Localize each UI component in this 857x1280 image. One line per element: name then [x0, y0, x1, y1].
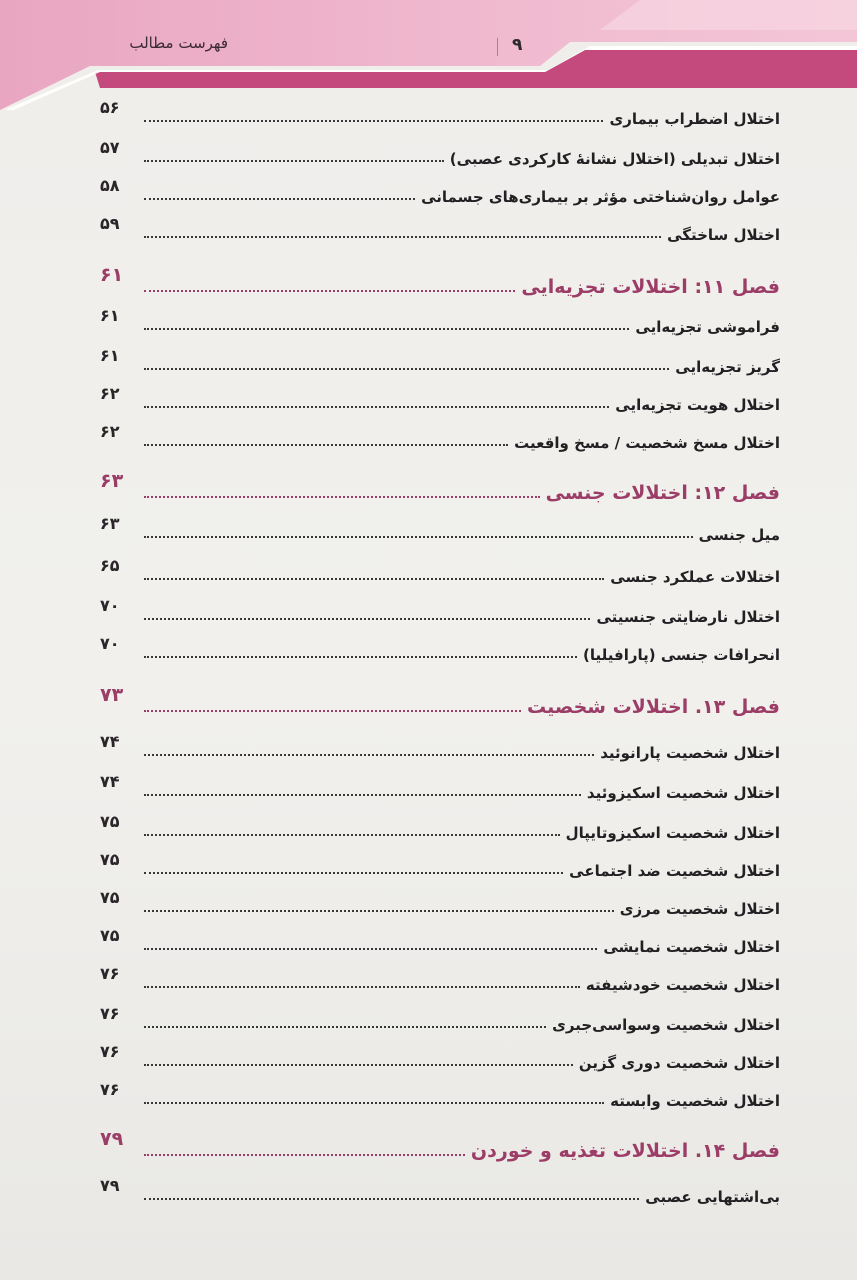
dot-leader	[144, 986, 580, 988]
toc-page-number: ۷۴	[100, 732, 120, 751]
toc-entry-row	[100, 1042, 780, 1072]
toc-entry-row	[100, 514, 780, 544]
dot-leader	[144, 618, 590, 620]
dot-leader	[144, 236, 661, 238]
toc-entry-title: اختلال ساختگی	[667, 226, 780, 244]
dot-leader	[144, 872, 563, 874]
toc-entry-title: اختلال شخصیت وابسته	[610, 1092, 780, 1110]
toc-entry-title: اختلال شخصیت نمایشی	[603, 938, 780, 956]
toc-entry-row	[100, 812, 780, 842]
toc-chapter-title: فصل ۱۱: اختلالات تجزیه‌ایی	[521, 276, 780, 298]
toc-page-number: ۶۳	[100, 514, 120, 533]
toc-page-number: ۶۱	[100, 346, 120, 365]
toc-entry-title: اختلال هویت تجزیه‌ایی	[615, 396, 780, 414]
dot-leader	[144, 656, 577, 658]
toc-page-number: ۷۵	[100, 926, 120, 945]
dot-leader	[144, 710, 521, 712]
toc-entry-title: اختلال اضطراب بیماری	[609, 110, 780, 128]
dot-leader	[144, 444, 508, 446]
toc-chapter-title: فصل ۱۲: اختلالات جنسی	[545, 482, 780, 504]
toc-entry-row	[100, 732, 780, 762]
toc-entry-title: اختلال شخصیت خودشیفته	[585, 976, 780, 994]
dot-leader	[144, 120, 603, 122]
toc-entry-row	[100, 888, 780, 918]
toc-entry-title: اختلال نارضایتی جنسیتی	[596, 608, 780, 626]
toc-entry-row	[100, 346, 780, 376]
header-page-number: ۹	[512, 35, 523, 55]
toc-page-number: ۶۱	[100, 306, 120, 325]
toc-page-number: ۶۳	[100, 470, 124, 492]
dot-leader	[144, 1198, 639, 1200]
dot-leader	[144, 1102, 604, 1104]
toc-entry-title: اختلال مسخ شخصیت / مسخ واقعیت	[514, 434, 780, 452]
toc-entry-title: اختلال شخصیت اسکیزوتایپال	[565, 824, 780, 842]
dot-leader	[144, 290, 515, 292]
dot-leader	[144, 368, 669, 370]
toc-entry-title: فراموشی تجزیه‌ایی	[635, 318, 780, 336]
toc-chapter-row	[100, 684, 780, 718]
toc-entry-title: بی‌اشتهایی عصبی	[645, 1188, 780, 1206]
toc-page-number: ۷۵	[100, 888, 120, 907]
toc-page-number: ۷۶	[100, 1042, 120, 1061]
toc-entry-row	[100, 384, 780, 414]
toc-entry-title: اختلالات عملکرد جنسی	[610, 568, 780, 586]
header-title: فهرست مطالب	[129, 34, 228, 52]
toc-entry-title: اختلال تبدیلی (اختلال نشانهٔ کارکردی عصبی)	[449, 150, 780, 168]
dot-leader	[144, 1026, 546, 1028]
toc-page-number: ۵۸	[100, 176, 120, 195]
toc-page-number: ۶۵	[100, 556, 120, 575]
toc-chapter-title: فصل ۱۳. اختلالات شخصیت	[527, 696, 780, 718]
toc-entry-row	[100, 1004, 780, 1034]
toc-chapter-title: فصل ۱۴. اختلالات تغذیه و خوردن	[470, 1140, 780, 1162]
toc-entry-row	[100, 214, 780, 244]
toc-page-number: ۶۲	[100, 384, 120, 403]
toc-page-number: ۷۵	[100, 850, 120, 869]
toc-page-number: ۷۹	[100, 1128, 124, 1150]
toc-page-number: ۷۴	[100, 772, 120, 791]
toc-page-number: ۵۶	[100, 98, 120, 117]
toc-chapter-row	[100, 1128, 780, 1162]
toc-chapter-row	[100, 470, 780, 504]
dot-leader	[144, 406, 609, 408]
toc-entry-title: انحرافات جنسی (پارافیلیا)	[583, 646, 780, 664]
dot-leader	[144, 834, 560, 836]
toc-page-number: ۷۰	[100, 634, 120, 653]
toc-entry-row	[100, 306, 780, 336]
dot-leader	[144, 948, 597, 950]
dot-leader	[144, 536, 693, 538]
toc-entry-row	[100, 422, 780, 452]
toc-entry-row	[100, 1176, 780, 1206]
toc-page-number: ۵۹	[100, 214, 120, 233]
toc-page-number: ۶۲	[100, 422, 120, 441]
toc-entry-row	[100, 850, 780, 880]
toc-entry-title: میل جنسی	[698, 526, 780, 544]
toc-entry-row	[100, 964, 780, 994]
toc-entry-row	[100, 596, 780, 626]
dot-leader	[144, 1064, 573, 1066]
dot-leader	[144, 1154, 465, 1156]
toc-page-number: ۵۷	[100, 138, 120, 157]
toc-chapter-row	[100, 264, 780, 298]
dot-leader	[144, 328, 629, 330]
toc-page-number: ۷۳	[100, 684, 124, 706]
toc-entry-title: گریز تجزیه‌ایی	[675, 358, 780, 376]
toc-entry-row	[100, 634, 780, 664]
toc-entry-title: عوامل روان‌شناختی مؤثر بر بیماری‌های جسمانی	[421, 188, 780, 206]
toc-page-number: ۶۱	[100, 264, 124, 286]
toc-entry-title: اختلال شخصیت وسواسی‌جبری	[552, 1016, 780, 1034]
toc-entry-title: اختلال شخصیت دوری گزین	[578, 1054, 780, 1072]
toc-page-number: ۷۹	[100, 1176, 120, 1195]
dot-leader	[144, 198, 415, 200]
toc-page-number: ۷۵	[100, 812, 120, 831]
dot-leader	[144, 496, 540, 498]
toc-page-number: ۷۶	[100, 1080, 120, 1099]
dot-leader	[144, 910, 614, 912]
toc-entry-row	[100, 772, 780, 802]
toc-entry-title: اختلال شخصیت پارانوئید	[600, 744, 780, 762]
toc-entry-title: اختلال شخصیت مرزی	[619, 900, 780, 918]
toc-entry-row	[100, 556, 780, 586]
dot-leader	[144, 794, 581, 796]
toc-entry-title: اختلال شخصیت ضد اجتماعی	[569, 862, 780, 880]
dot-leader	[144, 578, 604, 580]
dot-leader	[144, 754, 594, 756]
toc-entry-row	[100, 98, 780, 128]
dot-leader	[144, 160, 444, 162]
toc-page-number: ۷۰	[100, 596, 120, 615]
toc-entry-row	[100, 138, 780, 168]
toc-page-number: ۷۶	[100, 1004, 120, 1023]
toc-page-number: ۷۶	[100, 964, 120, 983]
toc-entry-row	[100, 926, 780, 956]
toc-entry-row	[100, 176, 780, 206]
toc-entry-title: اختلال شخصیت اسکیزوئید	[586, 784, 780, 802]
toc-entry-row	[100, 1080, 780, 1110]
